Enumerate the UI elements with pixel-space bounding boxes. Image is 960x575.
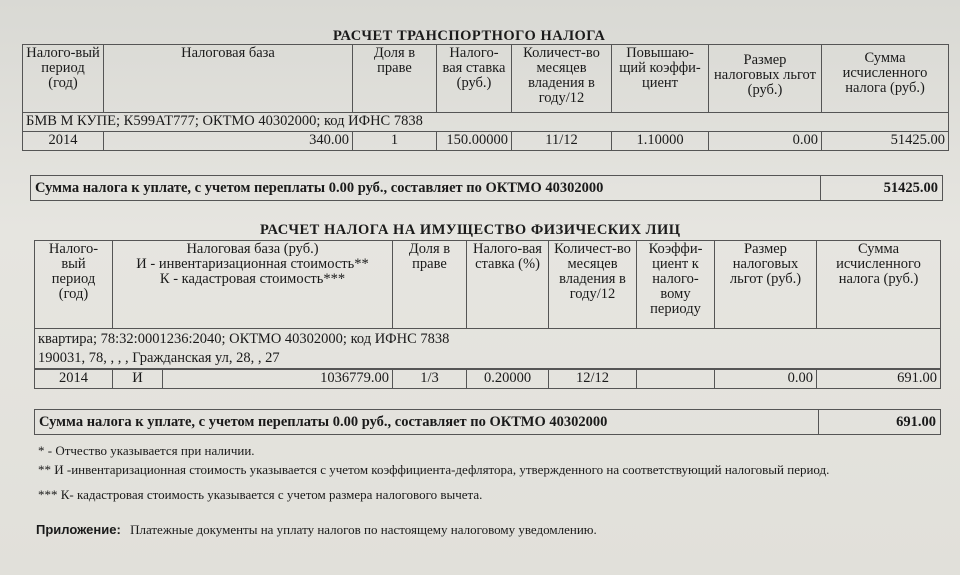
header-base-title: Налоговая база (руб.) bbox=[186, 241, 319, 257]
cell-months: 11/12 bbox=[512, 132, 612, 151]
cell-sum: 691.00 bbox=[817, 370, 941, 389]
header-base-inventory: И - инвентаризационная стоимость** bbox=[136, 256, 369, 272]
transport-object: БМВ М КУПЕ; К599АТ777; ОКТМО 40302000; код ИФНС 7838 bbox=[23, 113, 949, 132]
property-object-line1: квартира; 78:32:0001236:2040; ОКТМО 40302000; код ИФНС 7838 bbox=[38, 330, 450, 347]
cell-coefficient: 1.10000 bbox=[612, 132, 709, 151]
transport-title: РАСЧЕТ ТРАНСПОРТНОГО НАЛОГА bbox=[333, 28, 606, 44]
header-base bbox=[113, 241, 393, 329]
cell-benefit: 0.00 bbox=[715, 370, 817, 389]
header-share: Доля в праве bbox=[353, 45, 437, 113]
header-sum: Сумма исчисленного налога (руб.) bbox=[822, 45, 949, 113]
header-coefficient: Повышаю-щий коэффи-циент bbox=[612, 45, 709, 113]
property-object bbox=[35, 329, 941, 369]
header-months: Количест-во месяцев владения в году/12 bbox=[549, 241, 637, 329]
attachment-label: Приложение: bbox=[36, 522, 121, 537]
cell-rate: 0.20000 bbox=[467, 370, 549, 389]
header-period: Налого-вый период (год) bbox=[35, 241, 113, 329]
cell-base: 340.00 bbox=[104, 132, 353, 151]
cell-coefficient bbox=[637, 370, 715, 389]
cell-base: 1036779.00 bbox=[163, 370, 393, 389]
property-total bbox=[34, 409, 941, 435]
header-benefit: Размер налоговых льгот (руб.) bbox=[709, 45, 822, 113]
transport-table bbox=[22, 44, 949, 151]
header-benefit: Размер налоговых льгот (руб.) bbox=[715, 241, 817, 329]
header-months: Количест-во месяцев владения в году/12 bbox=[512, 45, 612, 113]
header-rate: Налого-вая ставка (%) bbox=[467, 241, 549, 329]
attachment-text: Платежные документы на уплату налогов по настоящему налоговому уведомлению. bbox=[130, 522, 597, 537]
header-sum: Сумма исчисленного налога (руб.) bbox=[817, 241, 941, 329]
cell-share: 1 bbox=[353, 132, 437, 151]
header-base: Налоговая база bbox=[104, 45, 353, 113]
note-patronymic: * - Отчество указывается при наличии. bbox=[38, 443, 255, 458]
cell-year: 2014 bbox=[35, 370, 113, 389]
property-data-row bbox=[34, 369, 941, 389]
cell-share: 1/3 bbox=[393, 370, 467, 389]
note-inventory-value: ** И -инвентаризационная стоимость указывается с учетом коэффициента-дефлятора, утвержденного на соответствующий налоговый период. bbox=[38, 462, 830, 477]
cell-year: 2014 bbox=[23, 132, 104, 151]
transport-total-label: Сумма налога к уплате, с учетом переплаты 0.00 руб., составляет по ОКТМО 40302000 bbox=[31, 176, 821, 201]
transport-total bbox=[30, 175, 943, 201]
cell-benefit: 0.00 bbox=[709, 132, 822, 151]
attachment bbox=[36, 522, 597, 538]
cell-rate: 150.00000 bbox=[437, 132, 512, 151]
header-share: Доля в праве bbox=[393, 241, 467, 329]
header-base-cadastral: К - кадастровая стоимость*** bbox=[159, 271, 346, 287]
property-total-label: Сумма налога к уплате, с учетом переплаты 0.00 руб., составляет по ОКТМО 40302000 bbox=[35, 410, 819, 435]
header-coefficient: Коэффи-циент к налого-вому периоду bbox=[637, 241, 715, 329]
property-total-value: 691.00 bbox=[819, 410, 941, 435]
header-rate: Налого-вая ставка (руб.) bbox=[437, 45, 512, 113]
note-cadastral-value: *** К- кадастровая стоимость указывается с учетом размера налогового вычета. bbox=[38, 487, 483, 502]
property-object-line2: 190031, 78, , , , Гражданская ул, 28, , 27 bbox=[38, 349, 280, 366]
header-period: Налого-вый период (год) bbox=[23, 45, 104, 113]
property-table bbox=[34, 240, 941, 369]
cell-months: 12/12 bbox=[549, 370, 637, 389]
cell-valuation-type: И bbox=[113, 370, 163, 389]
property-title: РАСЧЕТ НАЛОГА НА ИМУЩЕСТВО ФИЗИЧЕСКИХ ЛИЦ bbox=[260, 222, 681, 238]
cell-sum: 51425.00 bbox=[822, 132, 949, 151]
transport-total-value: 51425.00 bbox=[821, 176, 943, 201]
